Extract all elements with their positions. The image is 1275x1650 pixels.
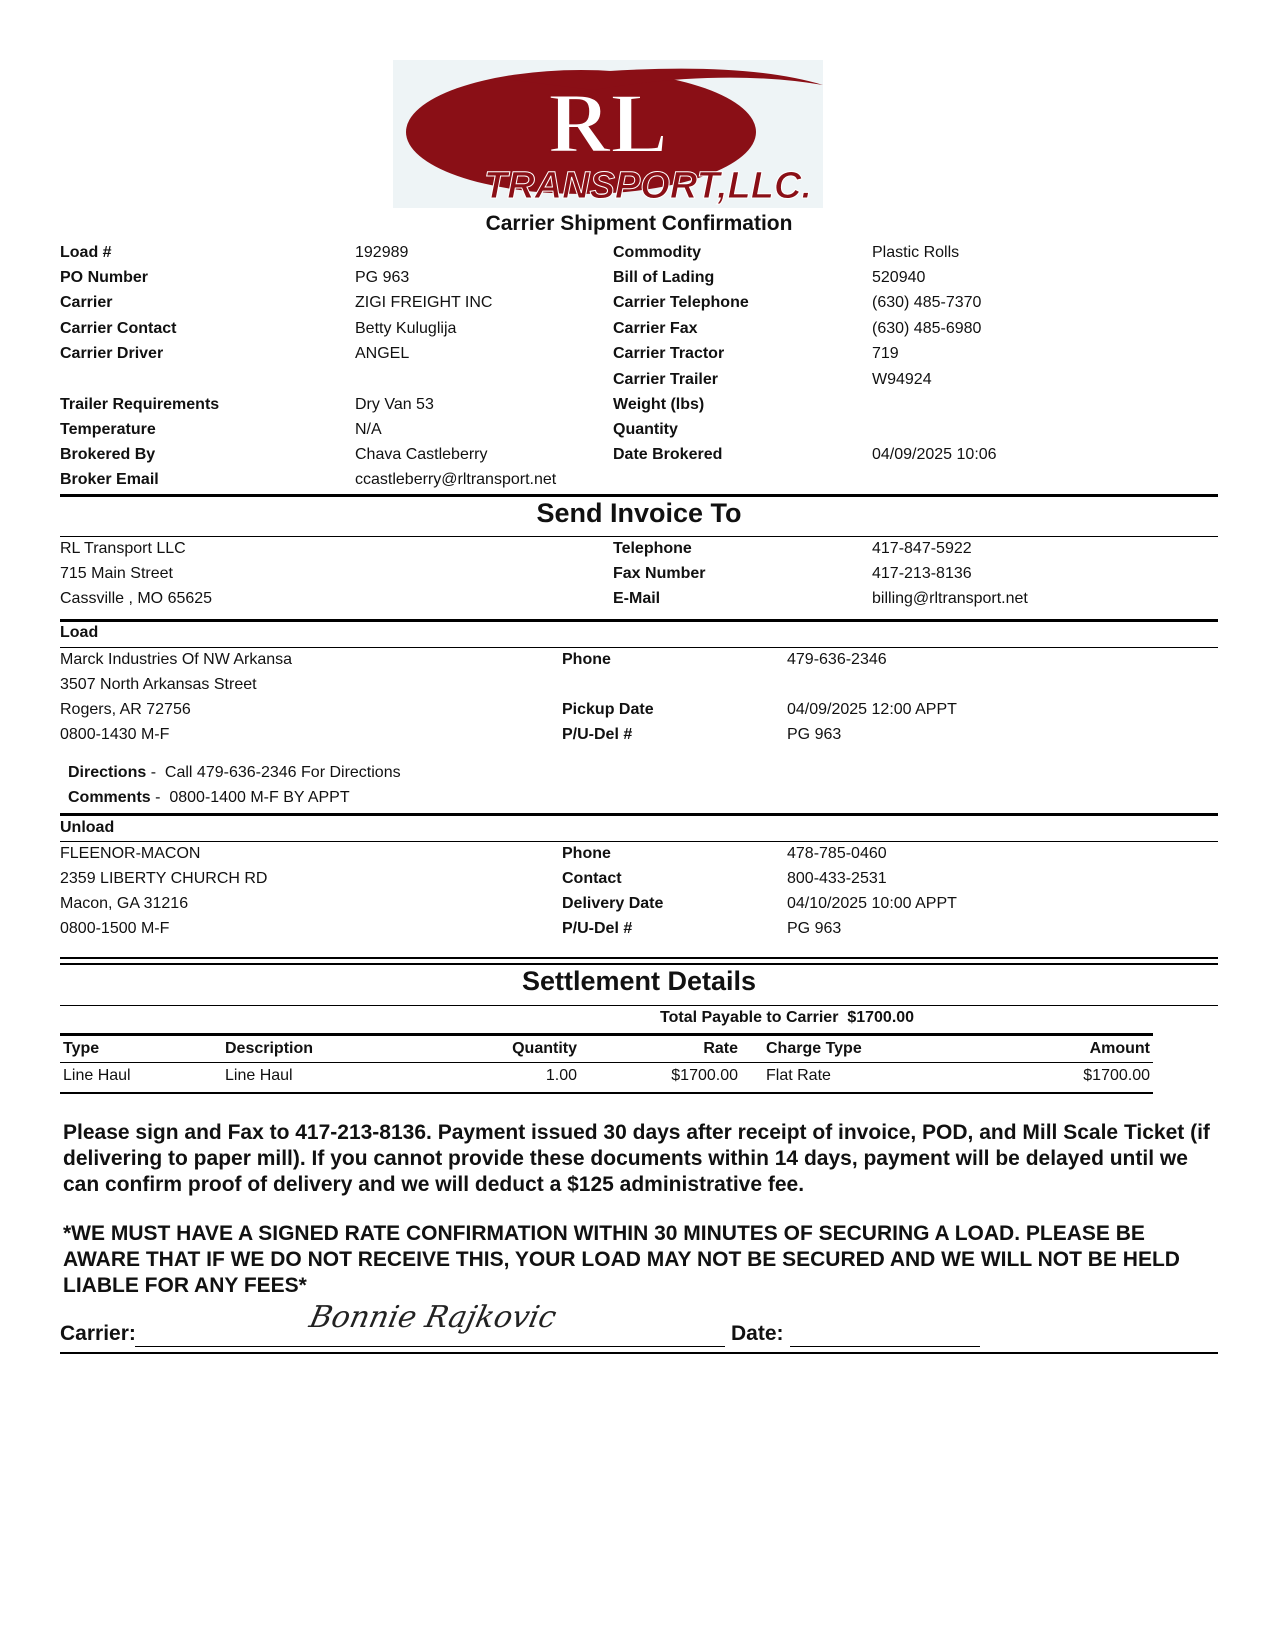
invoice-contact-value: billing@rltransport.net <box>872 590 1028 607</box>
load-field-value: PG 963 <box>787 726 842 743</box>
carrier-signature-line[interactable] <box>135 1346 725 1347</box>
load-comments: Comments - 0800-1400 M-F BY APPT <box>68 789 350 806</box>
detail-label: Trailer Requirements <box>60 396 220 413</box>
divider <box>60 957 1218 959</box>
cell-charge-type: Flat Rate <box>766 1067 831 1084</box>
divider <box>60 841 1218 842</box>
detail-value: N/A <box>355 421 382 438</box>
directions-value: Call 479-636-2346 For Directions <box>164 764 401 781</box>
invoice-contact-value: 417-847-5922 <box>872 540 972 557</box>
detail-value: 192989 <box>355 244 409 261</box>
detail-value: 719 <box>872 345 899 362</box>
date-label: Date: <box>731 1322 784 1345</box>
invoice-contact-label: Telephone <box>613 540 692 557</box>
detail-label: Quantity <box>613 421 678 438</box>
load-field-label: P/U-Del # <box>562 726 633 743</box>
unload-field-value: PG 963 <box>787 920 842 937</box>
invoice-contact-value: 417-213-8136 <box>872 565 972 582</box>
unload-field-label: Phone <box>562 845 611 862</box>
directions-label: Directions <box>68 764 147 781</box>
detail-label: Broker Email <box>60 471 159 488</box>
divider <box>60 963 1218 965</box>
unload-field-value: 04/10/2025 10:00 APPT <box>787 895 957 912</box>
invoice-heading: Send Invoice To <box>536 498 742 528</box>
total-payable <box>660 1006 914 1030</box>
unload-address-line: Macon, GA 31216 <box>60 895 189 912</box>
detail-label: Carrier <box>60 294 113 311</box>
date-signature-line[interactable] <box>790 1346 980 1347</box>
detail-label: Carrier Trailer <box>613 371 718 388</box>
detail-value: ZIGI FREIGHT INC <box>355 294 493 311</box>
cell-type: Line Haul <box>63 1067 131 1084</box>
detail-value: (630) 485-7370 <box>872 294 982 311</box>
detail-label: Date Brokered <box>613 446 723 463</box>
col-amount: Amount <box>1089 1040 1150 1057</box>
detail-label: Carrier Telephone <box>613 294 749 311</box>
unload-field-value: 800-433-2531 <box>787 870 887 887</box>
detail-label: Carrier Contact <box>60 320 177 337</box>
payment-notice: Please sign and Fax to 417-213-8136. Payment issued 30 days after receipt of invoice, POD, and Mill Scale Ticket (if delivering to paper mill). If you cannot provide these documents within 14 days, payment will be delayed until we can confirm proof of delivery and we will deduct a $125 administrative fee. <box>63 1121 1210 1196</box>
unload-address-line: FLEENOR-MACON <box>60 845 201 862</box>
load-field-value: 04/09/2025 12:00 APPT <box>787 701 957 718</box>
detail-label: Temperature <box>60 421 156 438</box>
load-field-label: Phone <box>562 651 611 668</box>
col-rate: Rate <box>703 1040 738 1057</box>
detail-value: 520940 <box>872 269 926 286</box>
detail-label: Commodity <box>613 244 701 261</box>
unload-field-label: Contact <box>562 870 622 887</box>
cell-description: Line Haul <box>225 1067 293 1084</box>
col-quantity: Quantity <box>512 1040 577 1057</box>
detail-label: Bill of Lading <box>613 269 715 286</box>
detail-value: W94924 <box>872 371 932 388</box>
col-charge-type: Charge Type <box>766 1040 862 1057</box>
load-address-line: Marck Industries Of NW Arkansa <box>60 651 293 668</box>
logo-text-top: RL <box>548 75 668 171</box>
cell-quantity: 1.00 <box>545 1067 577 1084</box>
cell-rate: $1700.00 <box>671 1067 738 1084</box>
carrier-label: Carrier: <box>60 1322 136 1345</box>
detail-value: Plastic Rolls <box>872 244 960 261</box>
invoice-contact-label: E-Mail <box>613 590 661 607</box>
invoice-address-line: RL Transport LLC <box>60 540 186 557</box>
divider <box>60 494 1218 497</box>
table-row <box>60 1063 1218 1089</box>
invoice-contact-label: Fax Number <box>613 565 706 582</box>
unload-field-label: Delivery Date <box>562 895 664 912</box>
settlement-header <box>60 1036 1218 1062</box>
unload-field-label: P/U-Del # <box>562 920 633 937</box>
detail-value: 04/09/2025 10:06 <box>872 446 997 463</box>
detail-value: Dry Van 53 <box>355 396 434 413</box>
detail-label: Carrier Fax <box>613 320 698 337</box>
divider <box>60 1005 1218 1006</box>
detail-value: PG 963 <box>355 269 410 286</box>
load-directions: Directions - Call 479-636-2346 For Directions <box>68 764 401 781</box>
detail-label: Carrier Tractor <box>613 345 725 362</box>
divider <box>60 619 1218 622</box>
invoice-address-line: 715 Main Street <box>60 565 173 582</box>
detail-label: Carrier Driver <box>60 345 164 362</box>
page-title: Carrier Shipment Confirmation <box>485 212 793 235</box>
total-value: $1700.00 <box>847 1009 915 1026</box>
logo-text-bottom: TRANSPORT,LLC. <box>484 165 812 207</box>
carrier-signature: Bonnie Rajkovic <box>306 1300 560 1335</box>
rate-confirmation-notice: *WE MUST HAVE A SIGNED RATE CONFIRMATION WITHIN 30 MINUTES OF SECURING A LOAD. PLEASE BE AWARE THAT IF WE DO NOT RECEIVE THIS, YOUR LOAD MAY NOT BE SECURED AND WE WILL NOT BE HELD LIABLE FOR ANY FEES* <box>63 1222 1180 1297</box>
invoice-address-line: Cassville , MO 65625 <box>60 590 213 607</box>
load-address-line: 3507 North Arkansas Street <box>60 676 257 693</box>
unload-field-value: 478-785-0460 <box>787 845 887 862</box>
company-logo <box>393 60 823 208</box>
detail-label: Load # <box>60 244 112 261</box>
logo-graphic <box>393 60 823 208</box>
divider <box>60 813 1218 816</box>
comments-label: Comments <box>68 789 151 806</box>
unload-address-line: 0800-1500 M-F <box>60 920 170 937</box>
comments-value: 0800-1400 M-F BY APPT <box>169 789 350 806</box>
detail-value: Betty Kuluglija <box>355 320 457 337</box>
detail-label: Brokered By <box>60 446 156 463</box>
settlement-heading: Settlement Details <box>521 966 757 996</box>
detail-value: Chava Castleberry <box>355 446 488 463</box>
detail-label: Weight (lbs) <box>613 396 705 413</box>
total-label: Total Payable to Carrier <box>660 1009 839 1026</box>
load-heading: Load <box>60 624 99 641</box>
load-field-label: Pickup Date <box>562 701 654 718</box>
col-description: Description <box>225 1040 314 1057</box>
unload-heading: Unload <box>60 819 115 836</box>
load-address-line: Rogers, AR 72756 <box>60 701 191 718</box>
load-address-line: 0800-1430 M-F <box>60 726 170 743</box>
divider <box>60 1092 1153 1094</box>
detail-value: ANGEL <box>355 345 410 362</box>
cell-amount: $1700.00 <box>1083 1067 1150 1084</box>
unload-address-line: 2359 LIBERTY CHURCH RD <box>60 870 268 887</box>
detail-label: PO Number <box>60 269 149 286</box>
detail-value: (630) 485-6980 <box>872 320 982 337</box>
detail-value: ccastleberry@rltransport.net <box>355 471 557 488</box>
col-type: Type <box>63 1040 100 1057</box>
divider <box>60 1352 1218 1354</box>
load-field-value: 479-636-2346 <box>787 651 887 668</box>
